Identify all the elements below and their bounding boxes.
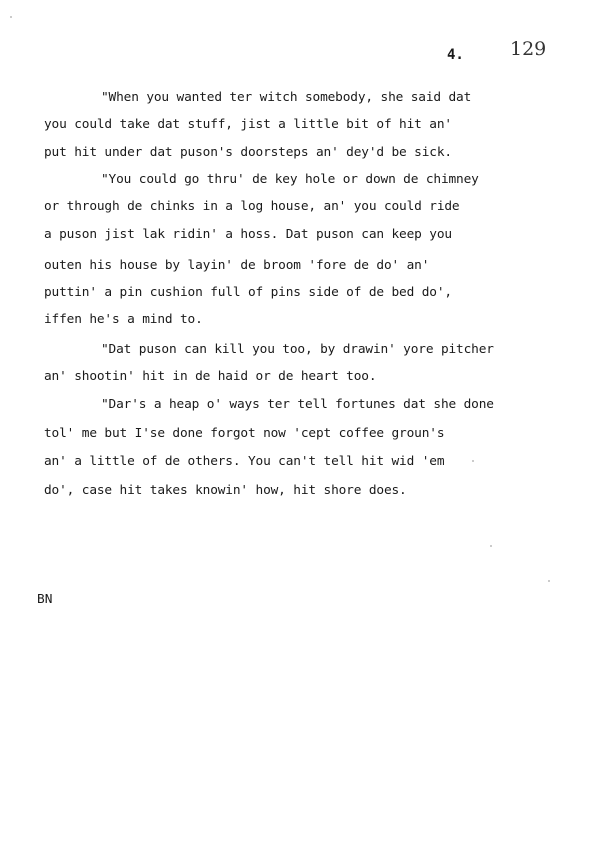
scan-speck	[490, 545, 492, 547]
page-number: 4.	[447, 47, 464, 63]
text-line: "Dat puson can kill you too, by drawin' yore pitcher	[101, 342, 494, 357]
text-line: outen his house by layin' de broom 'fore de do' an'	[44, 258, 430, 273]
page-header	[0, 38, 600, 68]
text-line: "Dar's a heap o' ways ter tell fortunes dat she done	[101, 397, 494, 412]
text-line: put hit under dat puson's doorsteps an' dey'd be sick.	[44, 145, 452, 160]
text-line: tol' me but I'se done forgot now 'cept coffee groun's	[44, 426, 445, 441]
text-line: you could take dat stuff, jist a little bit of hit an'	[44, 117, 452, 132]
text-line: iffen he's a mind to.	[44, 312, 203, 327]
folio-number: 129	[510, 38, 547, 60]
text-line: "When you wanted ter witch somebody, she said dat	[101, 90, 472, 105]
scan-speck	[10, 16, 12, 18]
text-line: puttin' a pin cushion full of pins side of de bed do',	[44, 285, 452, 300]
text-line: a puson jist lak ridin' a hoss. Dat puson can keep you	[44, 227, 452, 242]
author-initials: BN	[37, 592, 53, 607]
text-line: do', case hit takes knowin' how, hit shore does.	[44, 483, 407, 498]
text-line: an' shootin' hit in de haid or de heart too.	[44, 369, 377, 384]
scan-speck	[472, 460, 474, 462]
text-line: "You could go thru' de key hole or down de chimney	[101, 172, 479, 187]
scan-speck	[548, 580, 550, 582]
text-line: an' a little of de others. You can't tell hit wid 'em	[44, 454, 445, 469]
text-line: or through de chinks in a log house, an' you could ride	[44, 199, 460, 214]
